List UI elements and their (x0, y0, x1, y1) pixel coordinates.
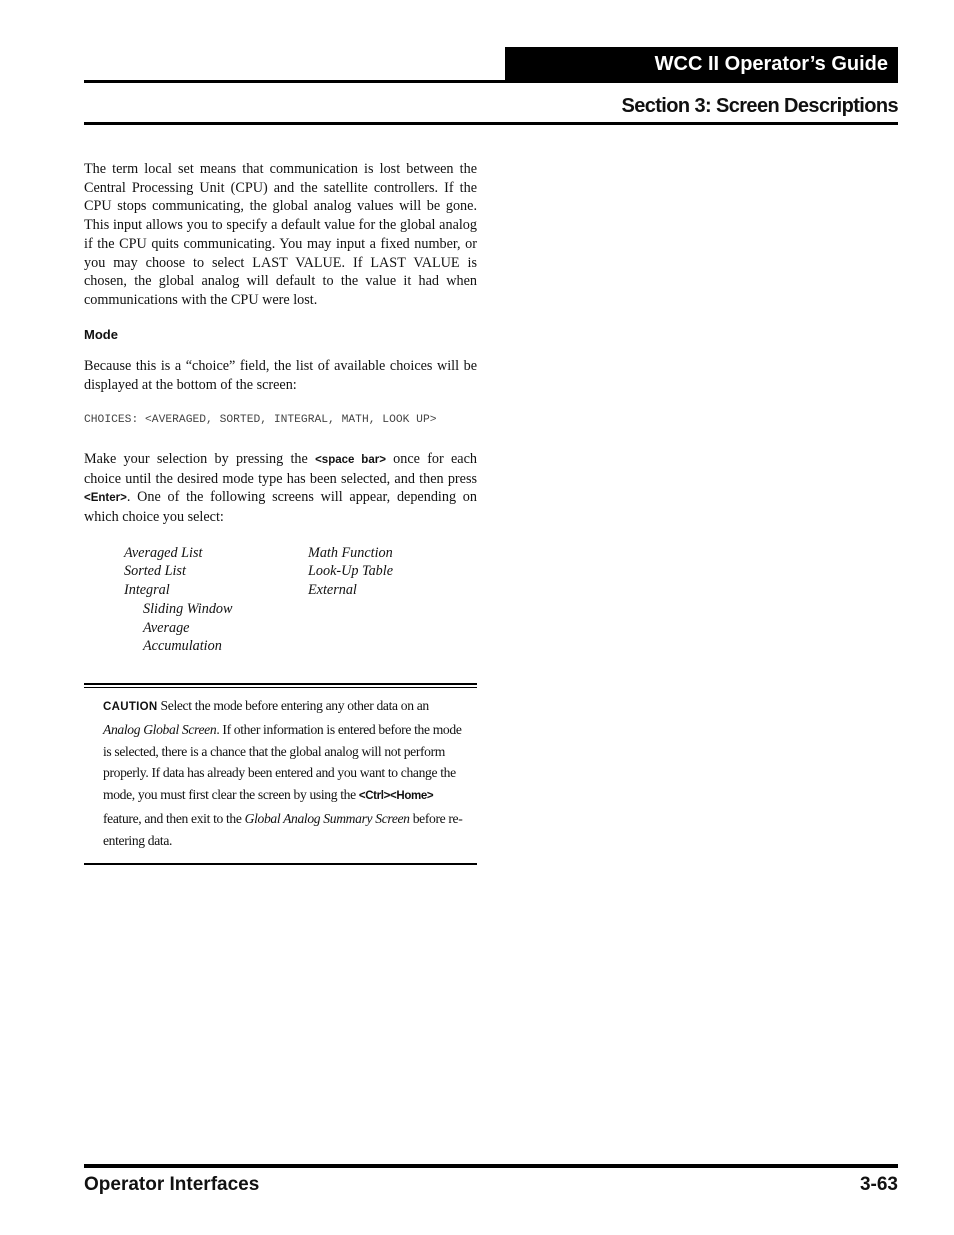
header-rule (84, 80, 898, 83)
paragraph-choice-field: Because this is a “choice” field, the list of available choices will be displayed at the bottom of the screen: (84, 358, 477, 393)
mode-option: Averaged List (124, 545, 203, 561)
mode-heading: Mode (84, 327, 118, 342)
caution-bottom-rule (84, 863, 477, 865)
footer-rule (84, 1164, 898, 1168)
caution-label: CAUTION (103, 701, 158, 713)
p3-text-a: Make your selection by pressing the (84, 451, 316, 467)
caution-text-4: before re-entering data. (103, 810, 463, 848)
caution-top-rule-thin (84, 687, 477, 688)
paragraph-selection (84, 450, 477, 527)
mode-option: Integral (124, 582, 170, 598)
mode-option: Math Function (308, 545, 393, 561)
mode-suboption: Sliding Window (143, 601, 233, 617)
mode-suboption: Average (143, 620, 190, 636)
space-bar-key: <space bar> (315, 454, 386, 466)
enter-key: <Enter> (84, 492, 127, 505)
section-rule (84, 122, 898, 125)
mode-option: Sorted List (124, 563, 186, 579)
guide-title-banner (505, 47, 898, 82)
caution-text-1: Select the mode before entering any other data on an (157, 698, 429, 713)
caution-top-rule (84, 683, 477, 685)
mode-suboption: Accumulation (143, 638, 222, 654)
choices-line: CHOICES: <AVERAGED, SORTED, INTEGRAL, MATH, LOOK UP> (84, 414, 437, 426)
paragraph-local-set: The term local set means that communication is lost between the Central Processing Unit (CPU) and the satellite controllers. If the CPU stops communicating, the global analog values will be gone. This input allows you to specify a default value for the global analog if the CPU quits communicating. You may input a fixed number, or you may choose to select LAST VALUE. If LAST VALUE is chosen, the global analog will default to the value it had when communications with the CPU were lost. (84, 161, 477, 308)
caution-box (103, 695, 463, 852)
p3-text-c: . One of the following screens will appear, depending on which choice you select: (84, 489, 477, 526)
section-title: Section 3: Screen Descriptions (621, 95, 898, 117)
caution-text-3: feature, and then exit to the (103, 810, 245, 826)
caution-text-2: . If other information is entered before the mode is selected, there is a chance that the global analog will not perform properly. If data has already been entered and you want to change the mode, you must first clear the screen by using the (103, 721, 462, 803)
mode-option: Look-Up Table (308, 563, 393, 579)
footer-chapter: Operator Interfaces (84, 1174, 260, 1195)
guide-title: WCC II Operator’s Guide (654, 53, 888, 75)
page-number: 3-63 (859, 1174, 898, 1195)
ctrl-home-key: <Ctrl><Home> (358, 790, 434, 803)
caution-text-summary-screen: Global Analog Summary Screen (244, 810, 410, 826)
mode-option: External (308, 582, 357, 598)
p3-text-b: once for each choice until the desired mode type has been selected, and then press (84, 451, 477, 487)
caution-text-analog-global: Analog Global Screen (103, 721, 217, 737)
